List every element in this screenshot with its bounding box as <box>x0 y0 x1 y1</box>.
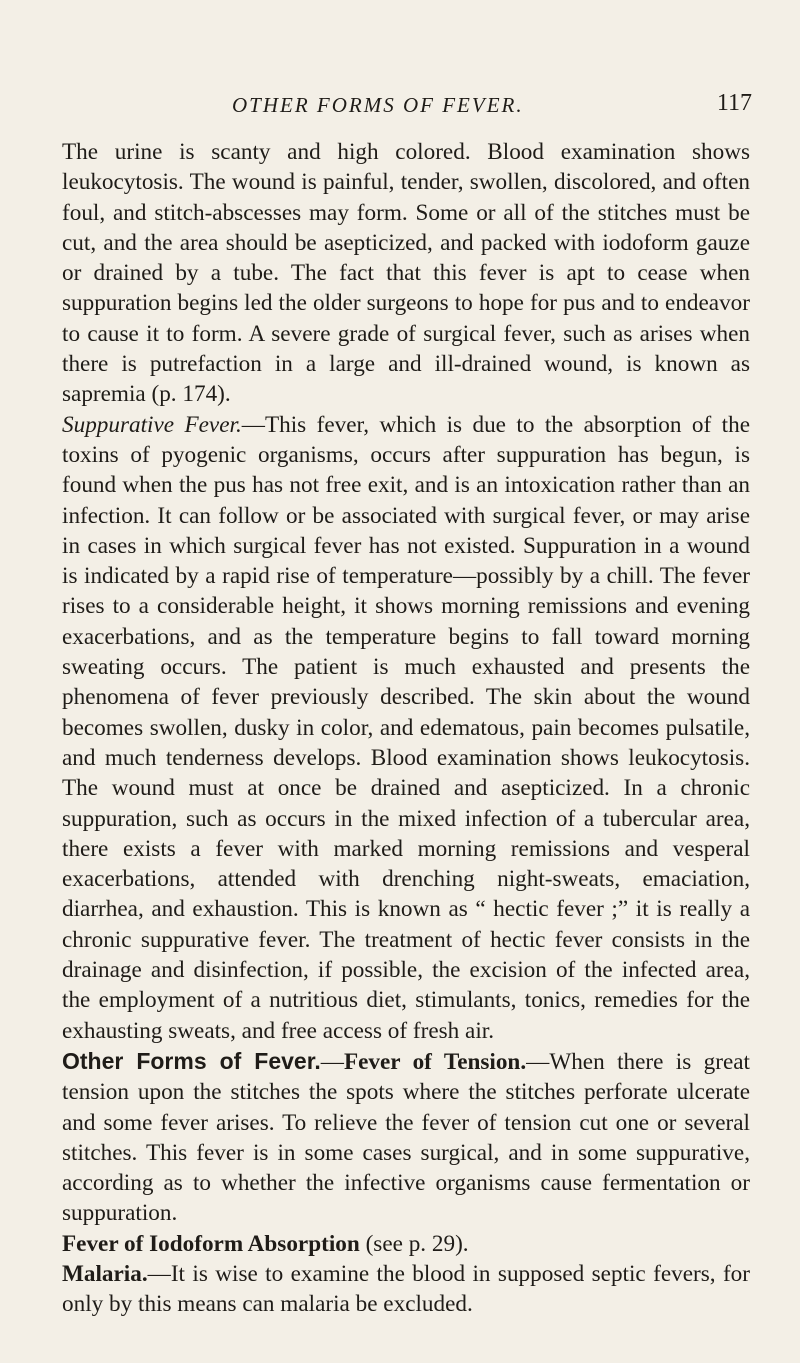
paragraph-malaria <box>62 1259 750 1320</box>
malaria-heading: Malaria. <box>62 1260 148 1287</box>
paragraph-iodoform <box>62 1229 750 1259</box>
other-forms-heading: Other Forms of Fever. <box>62 1047 321 1074</box>
suppurative-fever-text: —This fever, which is due to the absorption of the toxins of pyogenic organisms, occurs after suppuration has begun, is found when the pus has not free exit, and is an intoxication rather than an infection. It can follow or be associated with surgical fever, or may arise in cases in which surgical fever has not existed. Suppuration in a wound is indicated by a rapid rise of temperature—possibly by a chill. The fever rises to a considerable height, it shows morning remissions and evening exacerbations, and as the temperature begins to fall toward morning sweating occurs. The patient is much exhausted and presents the phenomena of fever previously described. The skin about the wound becomes swollen, dusky in color, and edematous, pain becomes pulsatile, and much tenderness develops. Blood examination shows leukocytosis. The wound must at once be drained and asepticized. In a chronic suppuration, such as occurs in the mixed infection of a tubercular area, there exists a fever with marked morning remissions and vesperal exacerbations, attended with drenching night-sweats, emaciation, diarrhea, and exhaustion. This is known as “ hectic fever ;” it is really a chronic suppurative fever. The treatment of hectic fever consists in the drainage and disinfection, if possible, the excision of the infected area, the employment of a nutritious diet, stimulants, tonics, remedies for the exhausting sweats, and free access of fresh air. <box>62 411 750 1044</box>
iodoform-text: (see p. 29). <box>359 1230 469 1257</box>
body-text <box>62 137 750 1320</box>
page-number: 117 <box>716 90 752 116</box>
running-head-title: OTHER FORMS OF FEVER. <box>232 93 524 117</box>
malaria-text: —It is wise to examine the blood in supposed septic fevers, for only by this means can malaria be excluded. <box>62 1260 750 1318</box>
paragraph-other-forms <box>62 1046 750 1229</box>
running-head <box>232 90 752 124</box>
paragraph-urine-text: The urine is scanty and high colored. Blood examination shows leukocytosis. The wound is painful, tender, swollen, discolored, and often foul, and stitch-abscesses may form. Some or all of the stitches must be cut, and the area should be asepticized, and packed with iodoform gauze or drained by a tube. The fact that this fever is apt to cease when suppuration begins led the older surgeons to hope for pus and to endeavor to cause it to form. A severe grade of surgical fever, such as arises when there is putrefaction in a large and ill-drained wound, is known as sapremia (p. 174). <box>62 139 750 408</box>
paragraph-suppurative-fever <box>62 410 750 1046</box>
paragraph-urine <box>62 137 750 410</box>
fever-of-tension-text: —When there is great tension upon the stitches the spots where the stitches perforate ulcerate and some fever arises. To relieve the fever of tension cut one or several stitches. This fever is in some cases surgical, and in some suppurative, according as to whether the infective organisms cause fermentation or suppuration. <box>62 1048 751 1227</box>
other-forms-dash: — <box>320 1048 344 1075</box>
iodoform-heading: Fever of Iodoform Absorption <box>62 1230 360 1257</box>
fever-of-tension-heading: Fever of Tension. <box>343 1048 527 1075</box>
suppurative-fever-heading: Suppurative Fever. <box>62 411 242 438</box>
